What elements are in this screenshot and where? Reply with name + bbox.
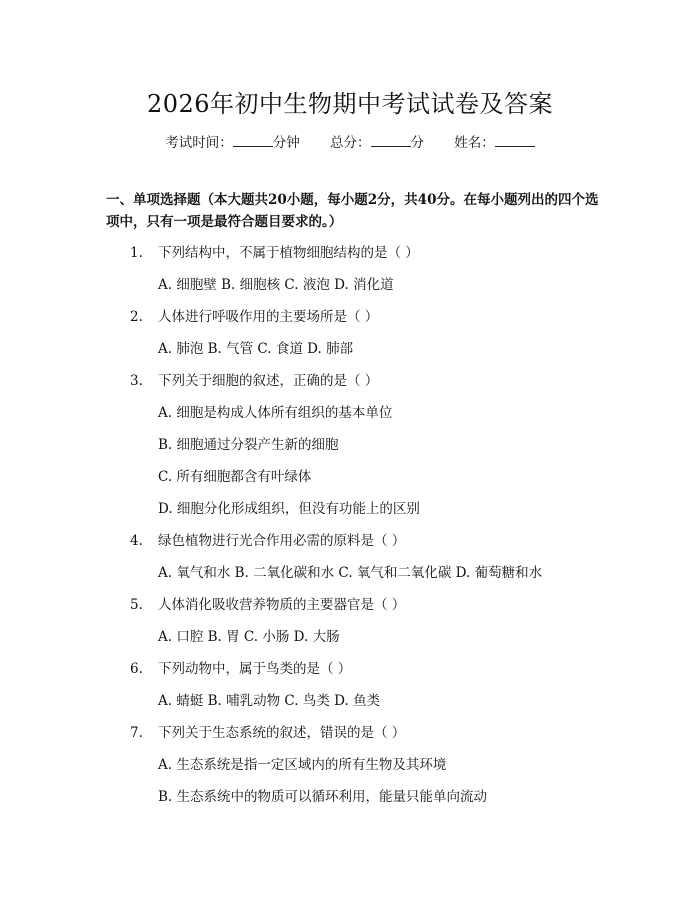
score-field [330, 131, 424, 151]
question-number: 3. [130, 373, 143, 389]
score-unit: 分 [410, 135, 424, 151]
question-number: 7. [130, 725, 143, 741]
question-item [0, 370, 700, 402]
name-label: 姓名： [454, 135, 495, 151]
question-item [0, 594, 700, 626]
question-stem: 下列关于生态系统的叙述，错误的是（ ） [158, 725, 406, 741]
question-stem: 下列关于细胞的叙述，正确的是（ ） [158, 373, 379, 389]
question-item [0, 658, 700, 690]
option-text: A. 细胞是构成人体所有组织的基本单位 [158, 405, 393, 421]
question-stem: 人体进行呼吸作用的主要场所是（ ） [158, 309, 379, 325]
question-stem: 下列结构中，不属于植物细胞结构的是（ ） [158, 245, 419, 261]
question-item [0, 306, 700, 338]
question-options [0, 274, 700, 306]
option-text: A. 氧气和水 B. 二氧化碳和水 C. 氧气和二氧化碳 D. 葡萄糖和水 [158, 565, 543, 581]
option-text: A. 生态系统是指一定区域内的所有生物及其环境 [158, 757, 447, 773]
question-options [0, 434, 700, 466]
question-options [0, 338, 700, 370]
question-number: 5. [130, 597, 143, 613]
question-number: 1. [130, 245, 143, 261]
question-number: 6. [130, 661, 143, 677]
option-text: C. 所有细胞都含有叶绿体 [158, 469, 312, 485]
exam-title: 2026年初中生物期中考试试卷及答案 [146, 90, 554, 118]
question-item [0, 530, 700, 562]
question-options [0, 402, 700, 434]
question-options [0, 690, 700, 722]
option-text: A. 口腔 B. 胃 C. 小肠 D. 大肠 [158, 629, 340, 645]
question-list [0, 242, 700, 818]
time-label: 考试时间： [165, 135, 233, 151]
question-number: 2. [130, 309, 143, 325]
question-number: 4. [130, 533, 143, 549]
score-blank [371, 134, 411, 147]
question-options [0, 562, 700, 594]
question-options [0, 754, 700, 786]
question-options [0, 786, 700, 818]
question-options [0, 498, 700, 530]
name-blank [495, 134, 535, 147]
question-stem: 绿色植物进行光合作用必需的原料是（ ） [158, 533, 406, 549]
time-unit: 分钟 [272, 135, 300, 151]
name-field [454, 131, 535, 151]
question-options [0, 466, 700, 498]
option-text: A. 肺泡 B. 气管 C. 食道 D. 肺部 [158, 341, 354, 357]
option-text: B. 细胞通过分裂产生新的细胞 [158, 437, 339, 453]
question-item [0, 242, 700, 274]
option-text: D. 细胞分化形成组织，但没有功能上的区别 [158, 501, 420, 517]
time-blank [233, 134, 273, 147]
question-stem: 人体消化吸收营养物质的主要器官是（ ） [158, 597, 406, 613]
option-text: A. 细胞壁 B. 细胞核 C. 液泡 D. 消化道 [158, 277, 394, 293]
question-options [0, 626, 700, 658]
section-heading: 一、单项选择题（本大题共20小题，每小题2分，共40分。在每小题列出的四个选项中，只有一项是最符合题目要求的。） [106, 192, 599, 230]
option-text: B. 生态系统中的物质可以循环利用，能量只能单向流动 [158, 789, 488, 805]
time-field [165, 131, 300, 151]
exam-meta-line [0, 131, 700, 151]
option-text: A. 蜻蜓 B. 哺乳动物 C. 鸟类 D. 鱼类 [158, 693, 381, 709]
question-stem: 下列动物中，属于鸟类的是（ ） [158, 661, 352, 677]
question-item [0, 722, 700, 754]
score-label: 总分： [330, 135, 371, 151]
